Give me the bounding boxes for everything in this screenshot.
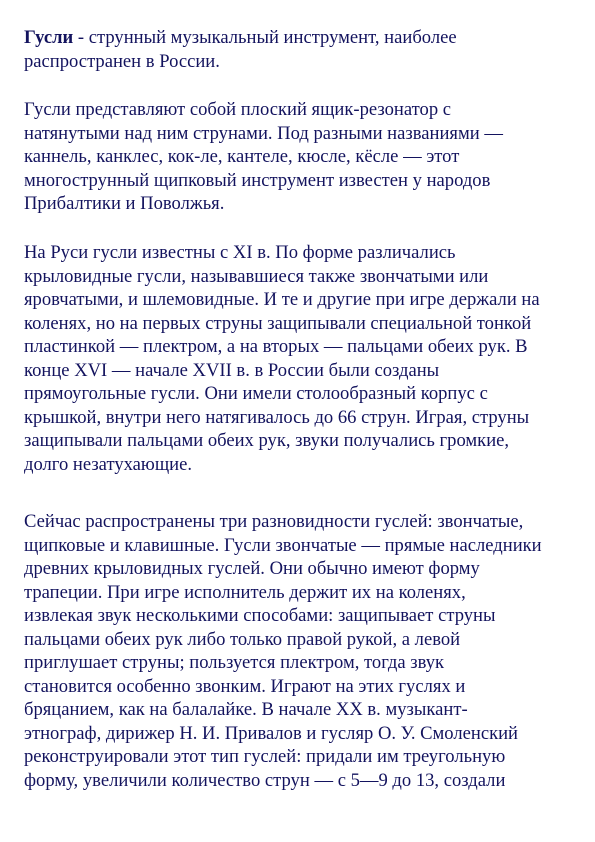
text-line: щипковые и клавишные. Гусли звончатые — прямые наследники [24, 534, 542, 556]
text-line: долго незатухающие. [24, 453, 192, 475]
text-line: яровчатыми, и шлемовидные. И те и другие при игре держали на [24, 289, 540, 310]
text-line: приглушает струны; пользуется плектром, тогда звук [24, 652, 445, 673]
text-line: Прибалтики и Поволжья. [24, 193, 225, 214]
text-line-content: - струнный музыкальный инструмент, наиболее [73, 27, 457, 48]
text-line: становится особенно звонким. Играют на этих гуслях и [24, 675, 466, 697]
text-line: На Руси гусли известны с XI в. По форме различались [24, 242, 456, 263]
text-line: крышкой, внутри него натягивалось до 66 струн. Играя, струны [24, 406, 530, 428]
text-line: натянутыми над ним струнами. Под разными названиями — [24, 122, 503, 144]
text-line: многострунный щипковый инструмент известен у народов [24, 169, 491, 191]
text-line: каннель, канклес, кок-ле, кантеле, кюсле, кёсле — этот [24, 146, 460, 167]
text-line: бряцанием, как на балалайке. В начале XX в. музыкант- [24, 699, 468, 720]
text-line: реконструировали этот тип гуслей: придали им треугольную [24, 746, 506, 767]
text-line [24, 26, 584, 50]
text-line: пластинкой — плектром, а на вторых — пальцами обеих рук. В [24, 336, 528, 357]
text-line: коленях, но на первых струны защипывали специальной тонкой [24, 312, 532, 334]
paragraph-description [24, 98, 584, 216]
title-term: Гусли [24, 27, 74, 48]
text-line: пальцами обеих рук либо только правой рукой, а левой [24, 628, 461, 650]
text-line: трапеции. При игре исполнитель держит их на коленях, [24, 581, 466, 603]
text-line: форму, увеличили количество струн — с 5—9 до 13, создали [24, 769, 506, 791]
text-line: Гусли представляют собой плоский ящик-резонатор с [24, 99, 452, 120]
text-line: конце XVI — начале XVII в. в России были созданы [24, 359, 440, 381]
text-line: крыловидные гусли, называвшиеся также звончатыми или [24, 265, 489, 287]
text-line: прямоугольные гусли. Они имели столообразный корпус с [24, 383, 488, 404]
text-line: древних крыловидных гуслей. Они обычно имеют форму [24, 558, 480, 579]
text-line: извлекая звук несколькими способами: защипывает струны [24, 605, 496, 626]
paragraph-history [24, 241, 584, 476]
paragraph-varieties [24, 510, 584, 792]
text-line: защипывали пальцами обеих рук, звуки получались громкие, [24, 430, 510, 451]
text-line: распространен в России. [24, 50, 220, 72]
text-line: этнограф, дирижер Н. И. Привалов и гусляр О. У. Смоленский [24, 722, 519, 744]
paragraph-intro [24, 26, 584, 73]
text-line: Сейчас распространены три разновидности гуслей: звончатые, [24, 511, 524, 532]
